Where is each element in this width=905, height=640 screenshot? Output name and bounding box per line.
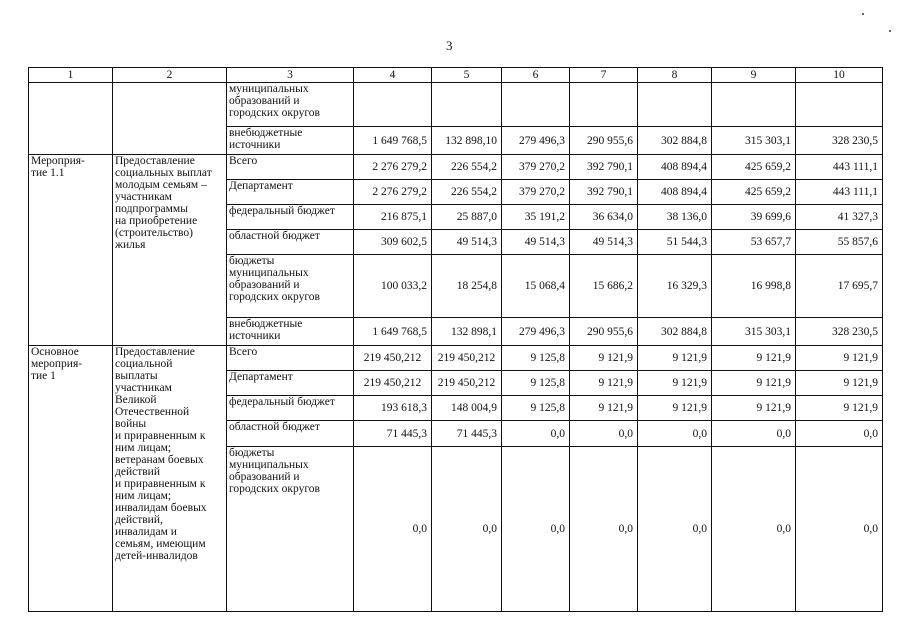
funding-source-cell: федеральный бюджет <box>227 396 354 421</box>
column-number: 1 <box>29 68 113 83</box>
column-number: 9 <box>712 68 796 83</box>
column-number-header <box>29 68 883 83</box>
funding-source-cell: внебюджетные источники <box>227 127 354 155</box>
amount-cell: 71 445,3 <box>432 421 502 447</box>
amount-cell: 302 884,8 <box>638 318 712 346</box>
amount-cell: 425 659,2 <box>712 155 796 180</box>
funding-source-cell: Департамент <box>227 180 354 205</box>
column-number: 3 <box>227 68 354 83</box>
measure-name-cell: Мероприя- тие 1.1 <box>29 155 113 346</box>
amount-cell: 38 136,0 <box>638 205 712 230</box>
amount-cell: 9 121,9 <box>570 371 638 396</box>
amount-cell <box>638 83 712 127</box>
amount-cell: 279 496,3 <box>502 318 570 346</box>
amount-cell: 49 514,3 <box>432 230 502 255</box>
column-number: 10 <box>796 68 883 83</box>
amount-cell: 16 998,8 <box>712 255 796 318</box>
amount-cell: 55 857,6 <box>796 230 883 255</box>
amount-cell: 15 686,2 <box>570 255 638 318</box>
amount-cell: 100 033,2 <box>354 255 432 318</box>
column-number: 5 <box>432 68 502 83</box>
table-row <box>29 155 883 180</box>
amount-cell: 9 121,9 <box>796 396 883 421</box>
amount-cell: 9 121,9 <box>570 346 638 371</box>
funding-source-cell: бюджеты муниципальных образований и городских округов <box>227 255 354 318</box>
measure-description-cell: Предоставление социальной выплаты участникам Великой Отечественной войны и приравненным к ним лицам; ветеранам боевых действий и приравненным к ним лицам; инвалидам боевых действий, инвалидам и семьям, имеющим детей-инвалидов <box>113 346 227 612</box>
amount-cell <box>502 83 570 127</box>
table-row <box>29 346 883 371</box>
amount-cell: 49 514,3 <box>570 230 638 255</box>
amount-cell: 2 276 279,2 <box>354 155 432 180</box>
amount-cell: 443 111,1 <box>796 180 883 205</box>
amount-cell: 36 634,0 <box>570 205 638 230</box>
amount-cell: 49 514,3 <box>502 230 570 255</box>
amount-cell: 9 121,9 <box>570 396 638 421</box>
amount-cell: 443 111,1 <box>796 155 883 180</box>
amount-cell: 0,0 <box>796 421 883 447</box>
amount-cell: 9 121,9 <box>796 346 883 371</box>
amount-cell: 226 554,2 <box>432 155 502 180</box>
amount-cell: 309 602,5 <box>354 230 432 255</box>
amount-cell: 9 121,9 <box>638 371 712 396</box>
amount-cell: 328 230,5 <box>796 318 883 346</box>
funding-source-cell: внебюджетные источники <box>227 318 354 346</box>
amount-cell: 1 649 768,5 <box>354 127 432 155</box>
table-body <box>29 68 883 612</box>
column-number: 2 <box>113 68 227 83</box>
funding-source-cell: областной бюджет <box>227 421 354 447</box>
amount-cell: 279 496,3 <box>502 127 570 155</box>
page-number: 3 <box>446 38 453 53</box>
amount-cell: 219 450,212 <box>354 371 432 396</box>
funding-source-cell: бюджеты муниципальных образований и городских округов <box>227 447 354 612</box>
amount-cell: 15 068,4 <box>502 255 570 318</box>
amount-cell: 9 121,9 <box>712 346 796 371</box>
amount-cell: 0,0 <box>638 447 712 612</box>
amount-cell: 0,0 <box>570 447 638 612</box>
amount-cell <box>712 83 796 127</box>
amount-cell: 9 125,8 <box>502 371 570 396</box>
amount-cell: 25 887,0 <box>432 205 502 230</box>
table-row <box>29 83 883 127</box>
amount-cell: 392 790,1 <box>570 155 638 180</box>
amount-cell: 0,0 <box>712 447 796 612</box>
amount-cell: 328 230,5 <box>796 127 883 155</box>
amount-cell: 71 445,3 <box>354 421 432 447</box>
amount-cell: 9 121,9 <box>638 346 712 371</box>
amount-cell: 379 270,2 <box>502 155 570 180</box>
amount-cell: 290 955,6 <box>570 318 638 346</box>
amount-cell <box>432 83 502 127</box>
amount-cell: 425 659,2 <box>712 180 796 205</box>
measure-description-cell <box>113 83 227 155</box>
amount-cell: 0,0 <box>638 421 712 447</box>
amount-cell: 0,0 <box>502 447 570 612</box>
amount-cell <box>570 83 638 127</box>
measure-name-cell: Основное мероприя- тие 1 <box>29 346 113 612</box>
amount-cell: 219 450,212 <box>432 371 502 396</box>
amount-cell: 16 329,3 <box>638 255 712 318</box>
funding-source-cell: федеральный бюджет <box>227 205 354 230</box>
amount-cell: 9 125,8 <box>502 396 570 421</box>
amount-cell: 216 875,1 <box>354 205 432 230</box>
amount-cell: 18 254,8 <box>432 255 502 318</box>
column-number: 8 <box>638 68 712 83</box>
amount-cell: 132 898,1 <box>432 318 502 346</box>
amount-cell: 290 955,6 <box>570 127 638 155</box>
amount-cell: 315 303,1 <box>712 127 796 155</box>
column-number: 4 <box>354 68 432 83</box>
amount-cell: 408 894,4 <box>638 155 712 180</box>
amount-cell: 148 004,9 <box>432 396 502 421</box>
amount-cell: 0,0 <box>712 421 796 447</box>
funding-source-cell: Департамент <box>227 371 354 396</box>
amount-cell: 219 450,212 <box>432 346 502 371</box>
amount-cell: 0,0 <box>432 447 502 612</box>
amount-cell: 9 121,9 <box>712 396 796 421</box>
measure-name-cell <box>29 83 113 155</box>
column-number: 7 <box>570 68 638 83</box>
amount-cell: 0,0 <box>354 447 432 612</box>
scan-speck <box>889 30 891 32</box>
amount-cell: 35 191,2 <box>502 205 570 230</box>
amount-cell: 17 695,7 <box>796 255 883 318</box>
column-number: 6 <box>502 68 570 83</box>
funding-source-cell: областной бюджет <box>227 230 354 255</box>
measure-description-cell: Предоставление социальных выплат молодым семьям – участникам подпрограммы на приобретение (строительство) жилья <box>113 155 227 346</box>
amount-cell: 9 121,9 <box>638 396 712 421</box>
amount-cell: 2 276 279,2 <box>354 180 432 205</box>
amount-cell: 193 618,3 <box>354 396 432 421</box>
amount-cell: 302 884,8 <box>638 127 712 155</box>
amount-cell: 392 790,1 <box>570 180 638 205</box>
amount-cell: 379 270,2 <box>502 180 570 205</box>
amount-cell: 41 327,3 <box>796 205 883 230</box>
amount-cell: 39 699,6 <box>712 205 796 230</box>
amount-cell: 9 125,8 <box>502 346 570 371</box>
amount-cell: 0,0 <box>570 421 638 447</box>
amount-cell: 9 121,9 <box>712 371 796 396</box>
amount-cell: 219 450,212 <box>354 346 432 371</box>
amount-cell <box>796 83 883 127</box>
amount-cell: 53 657,7 <box>712 230 796 255</box>
amount-cell: 0,0 <box>502 421 570 447</box>
budget-table <box>28 67 883 612</box>
amount-cell: 51 544,3 <box>638 230 712 255</box>
funding-source-cell: Всего <box>227 346 354 371</box>
amount-cell: 226 554,2 <box>432 180 502 205</box>
funding-source-cell: Всего <box>227 155 354 180</box>
amount-cell: 0,0 <box>796 447 883 612</box>
funding-source-cell: муниципальных образований и городских округов <box>227 83 354 127</box>
amount-cell: 1 649 768,5 <box>354 318 432 346</box>
scan-speck <box>862 13 864 15</box>
amount-cell: 132 898,10 <box>432 127 502 155</box>
amount-cell: 315 303,1 <box>712 318 796 346</box>
amount-cell: 408 894,4 <box>638 180 712 205</box>
amount-cell: 9 121,9 <box>796 371 883 396</box>
amount-cell <box>354 83 432 127</box>
